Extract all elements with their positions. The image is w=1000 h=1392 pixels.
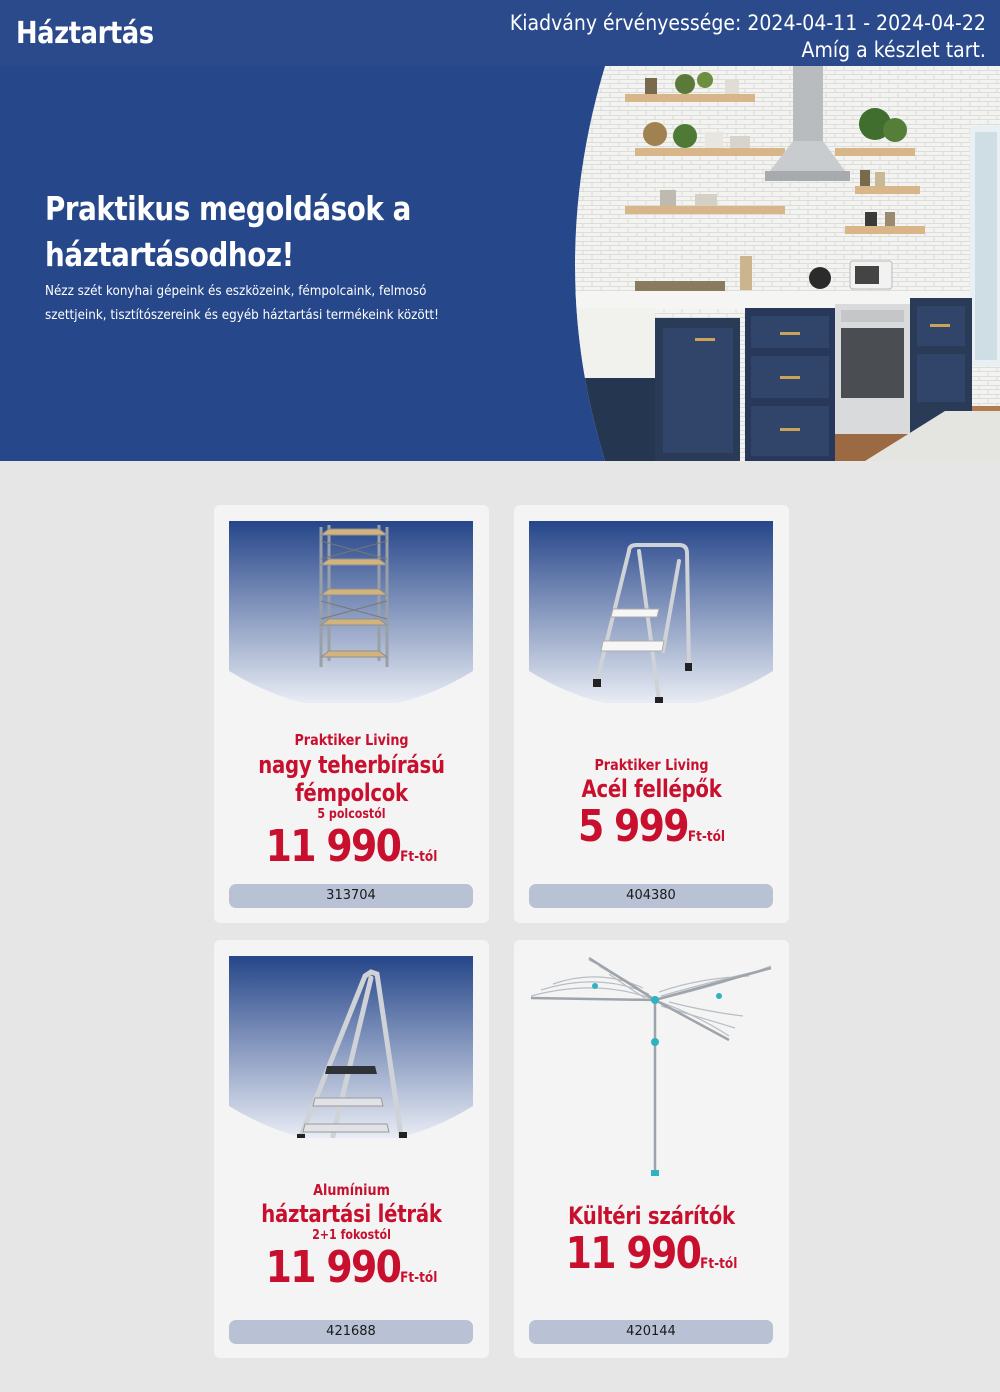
product-code: 420144 xyxy=(529,1320,773,1344)
hero-description-line: szettjeink, tisztítószereink és egyéb háztartási termékeink között! xyxy=(45,308,439,323)
product-brand: Praktiker Living xyxy=(594,756,709,774)
price-row xyxy=(233,821,470,872)
product-name-line: nagy teherbírású xyxy=(258,751,445,779)
hero-description-line: Nézz szét konyhai gépeink és eszközeink, fémpolcaink, felmosó xyxy=(45,284,427,299)
price-row xyxy=(533,1228,770,1279)
hero-headline-line: háztartásodhoz! xyxy=(45,235,294,274)
product-name-line: háztartási létrák xyxy=(261,1200,442,1228)
product-card[interactable] xyxy=(514,940,789,1358)
rotary-dryer-image xyxy=(529,956,773,1186)
validity-dates: Kiadvány érvényessége: 2024-04-11 - 2024-04-22 xyxy=(509,11,986,35)
product-note: 5 polcostól xyxy=(317,807,386,822)
section-title: Háztartás xyxy=(16,16,154,51)
product-name-line: fémpolcok xyxy=(295,779,408,807)
product-code: 313704 xyxy=(229,884,473,908)
ladder-image xyxy=(229,956,473,1138)
hero-description xyxy=(45,280,597,328)
product-price: 11 990 xyxy=(265,1242,401,1293)
price-unit: Ft-tól xyxy=(687,829,726,845)
product-price: 11 990 xyxy=(265,821,401,872)
kitchen-photo xyxy=(565,66,1000,461)
product-card[interactable] xyxy=(514,505,789,923)
product-card[interactable] xyxy=(214,505,489,923)
top-header-bar xyxy=(0,0,1000,66)
price-row xyxy=(233,1242,470,1293)
price-unit: Ft-tól xyxy=(400,849,438,865)
product-name-line: Acél fellépők xyxy=(581,775,722,803)
price-unit: Ft-tól xyxy=(400,1270,438,1286)
product-price: 11 990 xyxy=(565,1228,701,1279)
product-code: 404380 xyxy=(529,884,773,908)
price-unit: Ft-tól xyxy=(700,1256,738,1272)
product-name-line: Kültéri szárítók xyxy=(568,1202,735,1230)
product-price: 5 999 xyxy=(577,801,688,852)
stock-note: Amíg a készlet tart. xyxy=(801,38,986,62)
product-note: 2+1 fokostól xyxy=(312,1228,391,1243)
product-brand: Alumínium xyxy=(313,1181,390,1199)
hero-headline-line: Praktikus megoldások a xyxy=(45,189,411,228)
product-code: 421688 xyxy=(229,1320,473,1344)
validity-info xyxy=(510,10,986,64)
metal-shelf-image xyxy=(229,521,473,703)
hero-banner xyxy=(0,66,1000,461)
price-row xyxy=(533,801,770,852)
step-stool-image xyxy=(529,521,773,703)
product-card[interactable] xyxy=(214,940,489,1358)
hero-headline xyxy=(45,186,515,278)
product-brand: Praktiker Living xyxy=(294,731,409,749)
